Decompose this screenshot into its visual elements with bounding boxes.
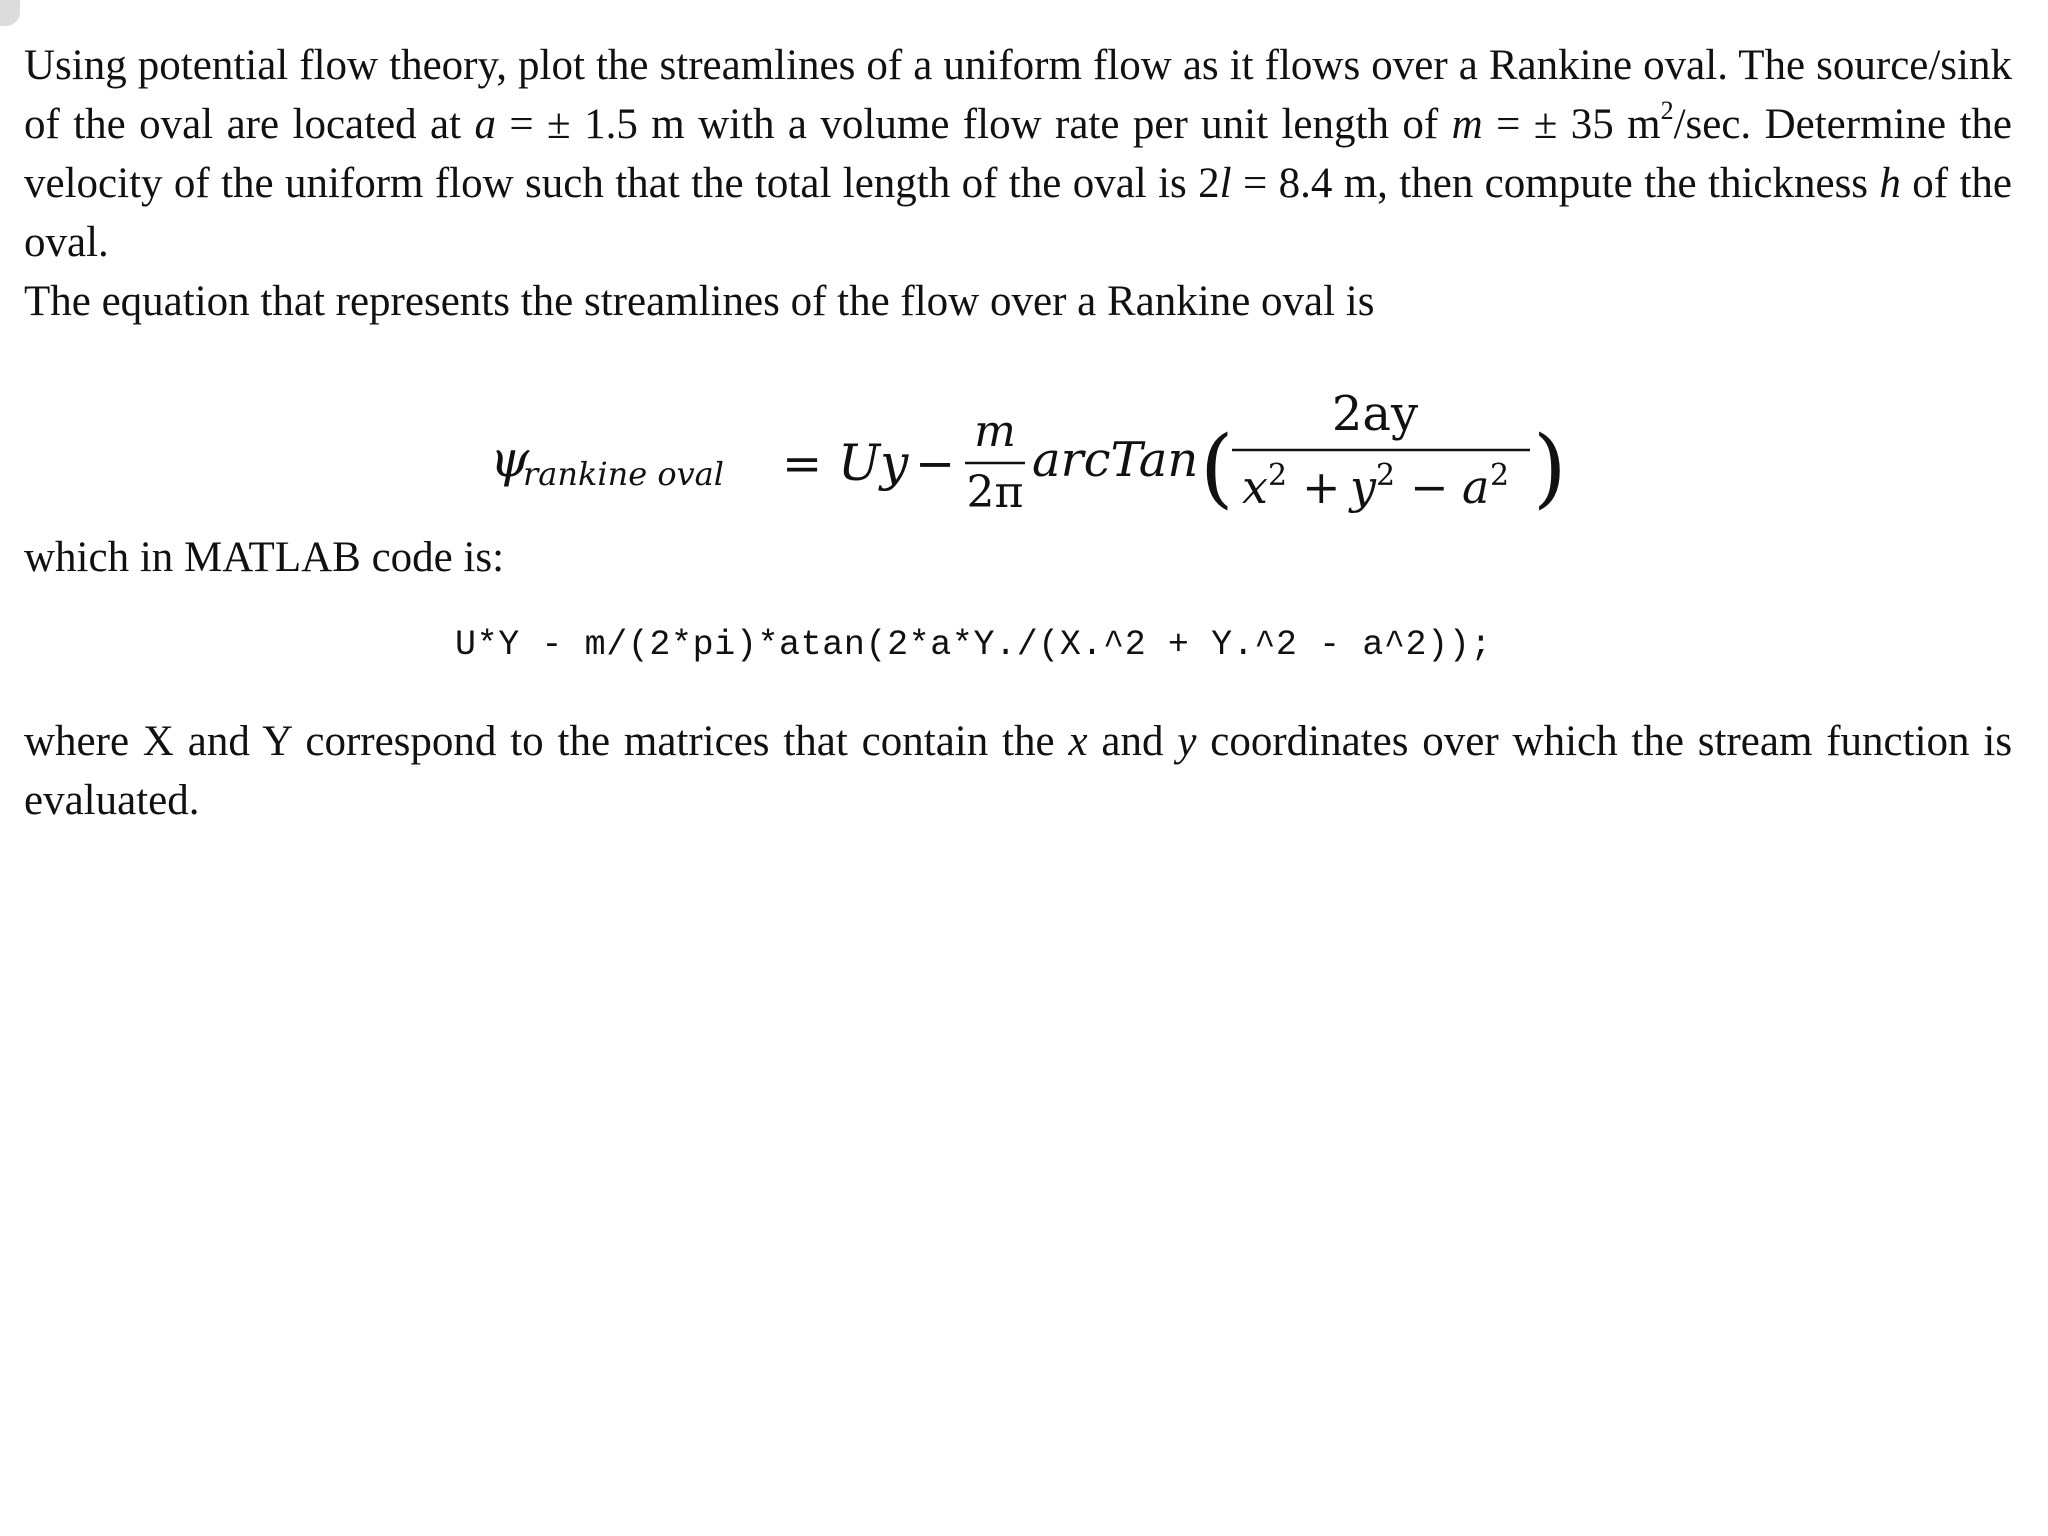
argument-numerator: 2ay (1331, 386, 1419, 442)
fraction-numerator: m (974, 406, 1016, 457)
denominator-x-exponent: 2 (1268, 458, 1288, 493)
stream-function-equation (0, 380, 2048, 530)
minus-sign: − (915, 436, 956, 492)
denominator-plus: + (1302, 460, 1341, 514)
denominator-y-exponent: 2 (1376, 458, 1396, 493)
denominator-x: x (1242, 460, 1268, 514)
page-corner-tab (0, 0, 20, 26)
problem-statement (24, 36, 2012, 331)
psi-symbol: ψ (490, 430, 530, 488)
left-parenthesis: ( (1200, 418, 1234, 518)
problem-paragraph: Using potential flow theory, plot the streamlines of a uniform flow as it flows over a Rankine oval. The source/sink of the oval are located at a = ± 1.5 m with a volume flow rate per unit length of m = ± 35 $m^2/\sec$. Determine the velocity of the uniform flow such that the total length of the oval is 2l = 8.4 m, then compute the thickness h of the oval. (24, 42, 2013, 266)
closing-paragraph: where X and Y correspond to the matrices that contain the x and y coordinates over which the stream function is evaluated. (24, 718, 2013, 824)
uniform-flow-term: Uy (838, 434, 909, 492)
equals-sign: = (782, 436, 823, 492)
denominator-y: y (1350, 460, 1376, 514)
denominator-minus: − (1410, 460, 1449, 514)
arctan-function: arcTan (1032, 432, 1199, 488)
psi-subscript: rankine oval (523, 455, 724, 493)
matlab-label: which in MATLAB code is: (24, 534, 505, 581)
equation-intro: The equation that represents the streamlines of the flow over a Rankine oval is (24, 278, 1375, 325)
fraction-denominator: 2π (966, 467, 1024, 518)
denominator-a: a (1462, 460, 1490, 514)
denominator-a-exponent: 2 (1490, 458, 1510, 493)
matlab-code: U*Y - m/(2*pi)*atan(2*a*Y./(X.^2 + Y.^2 - a^2)); (455, 625, 1492, 665)
right-parenthesis: ) (1533, 418, 1567, 518)
